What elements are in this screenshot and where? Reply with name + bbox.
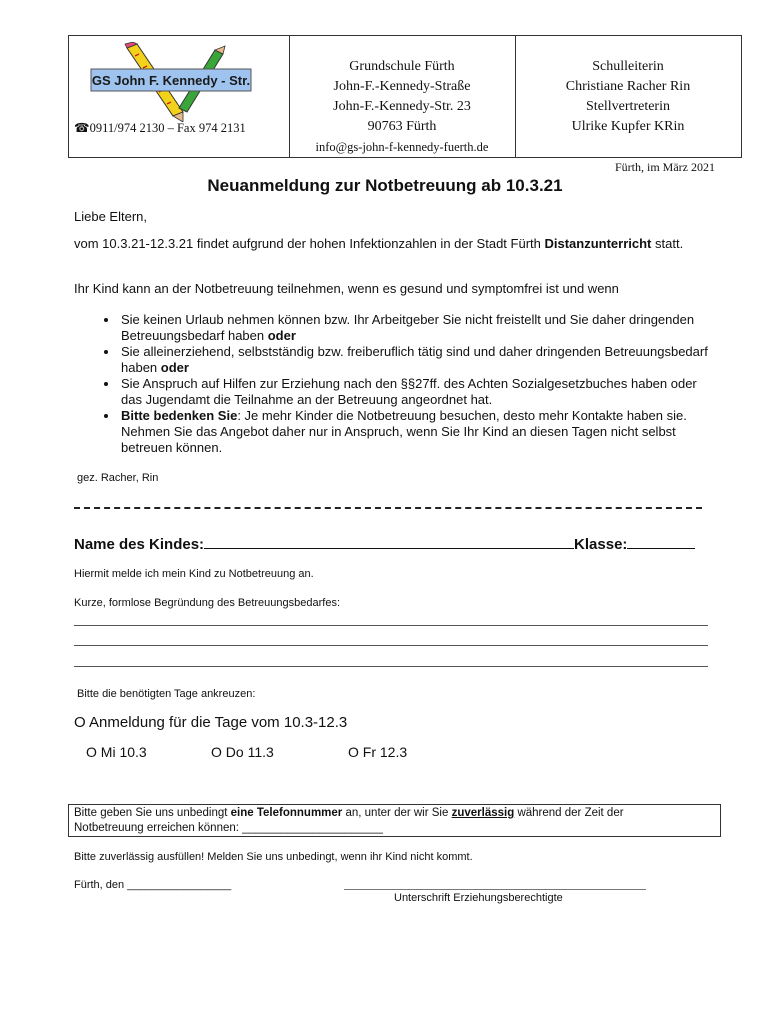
letterhead-table <box>68 35 742 158</box>
logo-text: GS John F. Kennedy - Str. <box>91 73 251 88</box>
school-logo <box>83 42 283 122</box>
school-city: 90763 Fürth <box>367 119 437 134</box>
reason-line-2[interactable] <box>74 645 708 646</box>
child-name-field[interactable] <box>204 534 574 549</box>
phone-fax: ☎0911/974 2130 – Fax 974 2131 <box>74 121 246 135</box>
date-line: Fürth, im März 2021 <box>615 160 715 174</box>
signature-label: Unterschrift Erziehungsberechtigte <box>394 892 563 904</box>
cut-line <box>74 507 702 509</box>
staff-role-deputy: Stellvertreterin <box>586 99 670 114</box>
staff-role-head: Schulleiterin <box>592 59 664 74</box>
reason-line-3[interactable] <box>74 666 708 667</box>
school-address-cell <box>289 36 516 157</box>
reliable-note: Bitte zuverlässig ausfüllen! Melden Sie uns unbedingt, wenn ihr Kind nicht kommt. <box>74 851 473 863</box>
condition-list <box>74 312 719 456</box>
place-date-field[interactable]: Fürth, den _________________ <box>74 879 232 891</box>
register-text: Hiermit melde ich mein Kind zu Notbetreuung an. <box>74 568 314 580</box>
signature-field[interactable] <box>344 889 646 890</box>
school-street-number: John-F.-Kennedy-Str. 23 <box>333 99 471 114</box>
list-item: • Sie keinen Urlaub nehmen können bzw. Ihr Arbeitgeber Sie nicht freistellt und Sie daher dringenden Betreuungsbedarf haben oder <box>119 312 719 344</box>
greeting: Liebe Eltern, <box>74 209 147 224</box>
day-checkbox-thu[interactable]: O Do 11.3 <box>211 744 274 760</box>
list-item: • Sie alleinerziehend, selbstständig bzw. freiberuflich tätig sind und daher dringenden Betreuungsbedarf haben oder <box>119 344 719 376</box>
child-name-row <box>74 534 704 553</box>
telephone-icon: ☎ <box>74 121 90 135</box>
phone-number-box[interactable]: Bitte geben Sie uns unbedingt eine Telefonnummer an, unter der wir Sie zuverlässig während der Zeit der Notbetreuung erreichen können: ______________________ <box>68 804 721 837</box>
name-label: Name des Kindes: <box>74 536 205 553</box>
school-name: Grundschule Fürth <box>349 59 455 74</box>
staff-name-deputy: Ulrike Kupfer KRin <box>571 119 685 134</box>
day-checkbox-wed[interactable]: O Mi 10.3 <box>86 744 147 760</box>
class-field[interactable] <box>627 534 695 549</box>
school-street: John-F.-Kennedy-Straße <box>333 79 471 94</box>
staff-name-head: Christiane Racher Rin <box>565 79 691 94</box>
day-checkbox-fri[interactable]: O Fr 12.3 <box>348 744 408 760</box>
list-item: • Sie Anspruch auf Hilfen zur Erziehung nach den §§27ff. des Achten Sozialgesetzbuches haben oder das Jugendamt die Teilnahme an der Betreuung angeordnet hat. <box>119 376 719 408</box>
reason-label: Kurze, formlose Begründung des Betreuungsbedarfes: <box>74 597 340 609</box>
condition-paragraph: Ihr Kind kann an der Notbetreuung teilnehmen, wenn es gesund und symptomfrei ist und wenn <box>74 281 619 296</box>
register-days-checkbox[interactable]: O Anmeldung für die Tage vom 10.3-12.3 <box>74 714 348 731</box>
school-email[interactable]: info@gs-john-f-kennedy-fuerth.de <box>315 140 489 154</box>
letterhead-logo-cell <box>69 36 290 157</box>
staff-cell <box>515 36 741 157</box>
class-label: Klasse: <box>574 536 628 553</box>
signature-note: gez. Racher, Rin <box>77 472 159 484</box>
list-item: • Bitte bedenken Sie: Je mehr Kinder die Notbetreuung besuchen, desto mehr Kontakte haben sie. Nehmen Sie das Angebot daher nur in Anspruch, wenn Sie Ihr Kind an diesen Tagen nicht selbst betreuen können. <box>119 408 719 456</box>
page-title: Neuanmeldung zur Notbetreuung ab 10.3.21 <box>207 176 563 195</box>
reason-line-1[interactable] <box>74 625 708 626</box>
intro-paragraph: vom 10.3.21-12.3.21 findet aufgrund der hohen Infektionzahlen in der Stadt Fürth Distanzunterricht statt. <box>74 236 684 251</box>
days-label: Bitte die benötigten Tage ankreuzen: <box>77 688 256 700</box>
